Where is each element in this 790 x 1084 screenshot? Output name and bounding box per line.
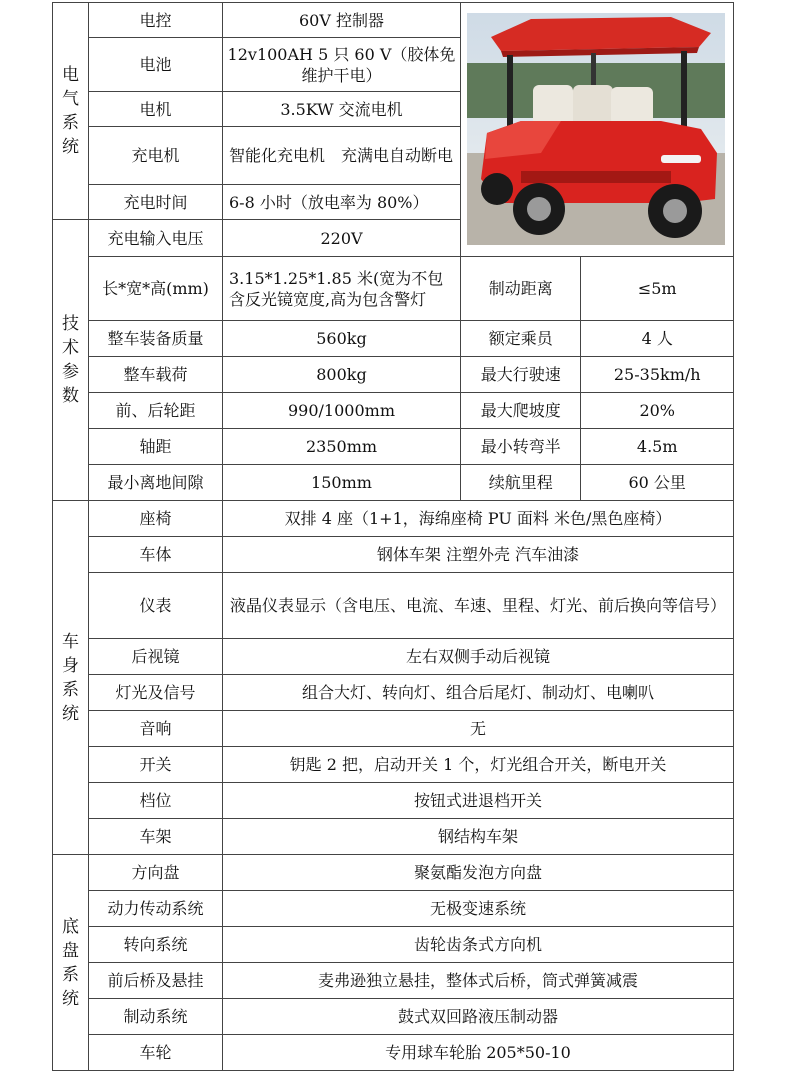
- label-cell: 续航里程: [461, 465, 581, 501]
- table-row: [53, 783, 734, 819]
- vehicle-photo: [461, 3, 734, 257]
- value-cell: 麦弗逊独立悬挂，整体式后桥，筒式弹簧减震: [223, 963, 734, 999]
- table-row: [53, 393, 734, 429]
- value-cell: 25-35km/h: [581, 357, 734, 393]
- label-cell: 长*宽*高(mm): [89, 257, 223, 321]
- section-technical: 技术参数: [53, 220, 89, 501]
- table-row: [53, 639, 734, 675]
- table-row: [53, 927, 734, 963]
- value-cell: 4 人: [581, 321, 734, 357]
- table-row: [53, 1035, 734, 1071]
- label-cell: 车架: [89, 819, 223, 855]
- value-cell: 20%: [581, 393, 734, 429]
- value-cell: 智能化充电机 充满电自动断电: [223, 127, 461, 185]
- label-cell: 整车装备质量: [89, 321, 223, 357]
- section-electrical: 电气系统: [53, 3, 89, 220]
- table-row: [53, 257, 734, 321]
- value-cell: 60 公里: [581, 465, 734, 501]
- label-cell: 后视镜: [89, 639, 223, 675]
- value-cell: 双排 4 座（1+1，海绵座椅 PU 面料 米色/黑色座椅）: [223, 501, 734, 537]
- label-cell: 档位: [89, 783, 223, 819]
- spec-table: [52, 2, 734, 1071]
- label-cell: 前后桥及悬挂: [89, 963, 223, 999]
- table-row: [53, 819, 734, 855]
- table-row: [53, 537, 734, 573]
- table-row: [53, 429, 734, 465]
- label-cell: 座椅: [89, 501, 223, 537]
- label-cell: 仪表: [89, 573, 223, 639]
- value-cell: 800kg: [223, 357, 461, 393]
- label-cell: 车轮: [89, 1035, 223, 1071]
- label-cell: 灯光及信号: [89, 675, 223, 711]
- spec-sheet: [52, 2, 734, 1071]
- value-cell: 鼓式双回路液压制动器: [223, 999, 734, 1035]
- label-cell: 充电时间: [89, 185, 223, 220]
- label-cell: 最小离地间隙: [89, 465, 223, 501]
- value-cell: 组合大灯、转向灯、组合后尾灯、制动灯、电喇叭: [223, 675, 734, 711]
- label-cell: 制动系统: [89, 999, 223, 1035]
- table-row: [53, 357, 734, 393]
- label-cell: 整车载荷: [89, 357, 223, 393]
- table-row: [53, 465, 734, 501]
- golf-cart-image: [461, 3, 733, 256]
- label-cell: 电控: [89, 3, 223, 38]
- label-cell: 方向盘: [89, 855, 223, 891]
- value-cell: 聚氨酯发泡方向盘: [223, 855, 734, 891]
- table-row: [53, 855, 734, 891]
- label-cell: 电池: [89, 38, 223, 92]
- label-cell: 动力传动系统: [89, 891, 223, 927]
- value-cell: 钢体车架 注塑外壳 汽车油漆: [223, 537, 734, 573]
- label-cell: 最大行驶速: [461, 357, 581, 393]
- label-cell: 音响: [89, 711, 223, 747]
- label-cell: 轴距: [89, 429, 223, 465]
- table-row: [53, 675, 734, 711]
- label-cell: 转向系统: [89, 927, 223, 963]
- table-row: [53, 3, 734, 38]
- value-cell: 6-8 小时（放电率为 80%）: [223, 185, 461, 220]
- value-cell: 液晶仪表显示（含电压、电流、车速、里程、灯光、前后换向等信号）: [223, 573, 734, 639]
- value-cell: 2350mm: [223, 429, 461, 465]
- value-cell: 560kg: [223, 321, 461, 357]
- section-body: 车身系统: [53, 501, 89, 855]
- value-cell: ≤5m: [581, 257, 734, 321]
- table-row: [53, 501, 734, 537]
- table-row: [53, 747, 734, 783]
- value-cell: 4.5m: [581, 429, 734, 465]
- value-cell: 无: [223, 711, 734, 747]
- label-cell: 最大爬坡度: [461, 393, 581, 429]
- value-cell: 3.15*1.25*1.85 米(宽为不包含反光镜宽度,高为包含警灯: [223, 257, 461, 321]
- value-cell: 左右双侧手动后视镜: [223, 639, 734, 675]
- label-cell: 车体: [89, 537, 223, 573]
- value-cell: 钢结构车架: [223, 819, 734, 855]
- value-cell: 专用球车轮胎 205*50-10: [223, 1035, 734, 1071]
- section-chassis: 底盘系统: [53, 855, 89, 1071]
- value-cell: 齿轮齿条式方向机: [223, 927, 734, 963]
- table-row: [53, 963, 734, 999]
- value-cell: 220V: [223, 220, 461, 257]
- value-cell: 12v100AH 5 只 60 V（胶体免维护干电）: [223, 38, 461, 92]
- label-cell: 最小转弯半: [461, 429, 581, 465]
- label-cell: 电机: [89, 92, 223, 127]
- value-cell: 钥匙 2 把，启动开关 1 个，灯光组合开关，断电开关: [223, 747, 734, 783]
- label-cell: 前、后轮距: [89, 393, 223, 429]
- value-cell: 3.5KW 交流电机: [223, 92, 461, 127]
- label-cell: 额定乘员: [461, 321, 581, 357]
- value-cell: 60V 控制器: [223, 3, 461, 38]
- table-row: [53, 999, 734, 1035]
- label-cell: 充电输入电压: [89, 220, 223, 257]
- table-row: [53, 321, 734, 357]
- table-row: [53, 891, 734, 927]
- value-cell: 按钮式进退档开关: [223, 783, 734, 819]
- value-cell: 150mm: [223, 465, 461, 501]
- label-cell: 充电机: [89, 127, 223, 185]
- value-cell: 无极变速系统: [223, 891, 734, 927]
- table-row: [53, 573, 734, 639]
- label-cell: 制动距离: [461, 257, 581, 321]
- label-cell: 开关: [89, 747, 223, 783]
- value-cell: 990/1000mm: [223, 393, 461, 429]
- table-row: [53, 711, 734, 747]
